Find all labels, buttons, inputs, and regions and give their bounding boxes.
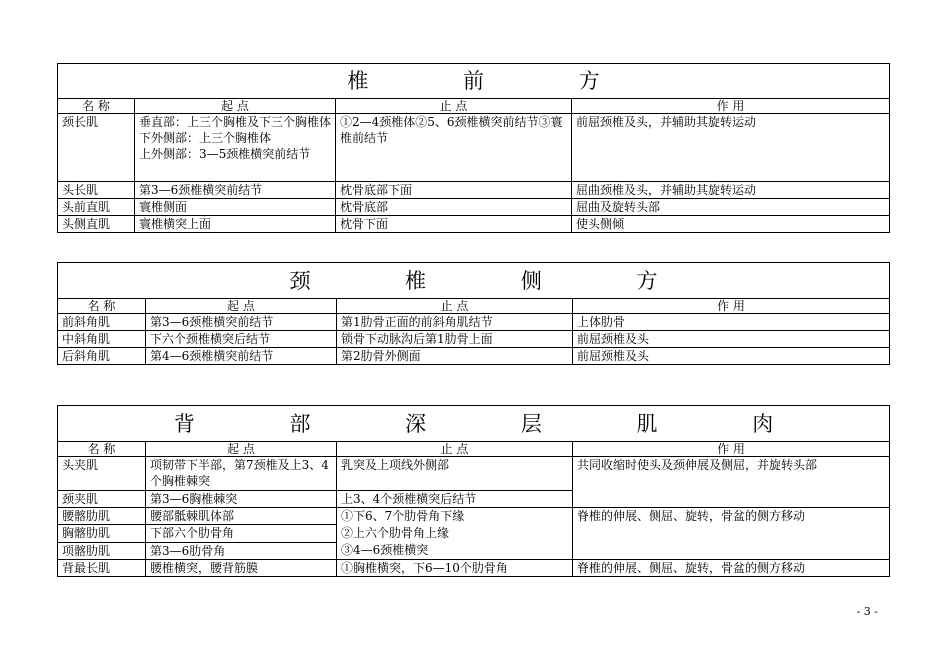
insertion-cell: 第2肋骨外侧面 [337, 348, 573, 365]
column-header: 名 称 [58, 299, 146, 314]
section-title: 颈 椎 侧 方 [58, 263, 890, 299]
page-number: - 3 - [856, 605, 878, 618]
origin-cell: 第4—6颈椎横突前结节 [146, 348, 337, 365]
insertion-cell: ①2—4颈椎体②5、6颈椎横突前结节③寰椎前结节 [336, 114, 572, 182]
origin-cell: 下部六个肋骨角 [146, 525, 337, 542]
muscle-name: 腰髂肋肌 [58, 508, 146, 525]
table-row [58, 199, 890, 216]
table-row [58, 348, 890, 365]
muscle-name: 前斜角肌 [58, 314, 146, 331]
action-cell: 前屈颈椎及头，并辅助其旋转运动 [572, 114, 890, 182]
table-lateral-cervical [57, 262, 890, 365]
muscle-name: 项髂肋肌 [58, 542, 146, 559]
action-cell: 脊椎的伸展、侧屈、旋转，骨盆的侧方移动 [573, 560, 890, 577]
table-row [58, 216, 890, 233]
column-header: 作 用 [572, 99, 890, 114]
action-cell: 上体肋骨 [573, 314, 890, 331]
column-header: 作 用 [573, 442, 890, 457]
insertion-cell: ①下6、7个肋骨角下缘 ②上六个肋骨角上缘 ③4—6颈椎横突 [337, 508, 573, 560]
action-cell: 前屈颈椎及头 [573, 348, 890, 365]
insertion-cell: 枕骨下面 [336, 216, 572, 233]
origin-cell: 腰椎横突，腰背筋膜 [146, 560, 337, 577]
section-title: 背 部 深 层 肌 肉 [58, 406, 890, 442]
muscle-name: 中斜角肌 [58, 331, 146, 348]
insertion-cell: ①胸椎横突，下6—10个肋骨角 [337, 560, 573, 577]
muscle-name: 胸髂肋肌 [58, 525, 146, 542]
action-cell: 共同收缩时使头及颈伸展及侧屈，并旋转头部 [573, 457, 890, 508]
table-prevertebral [57, 63, 890, 233]
column-header: 止 点 [336, 99, 572, 114]
origin-cell: 腰部骶棘肌体部 [146, 508, 337, 525]
action-cell: 屈曲及旋转头部 [572, 199, 890, 216]
muscle-name: 颈夹肌 [58, 491, 146, 508]
table-row [58, 457, 890, 491]
table-deep-back-muscles [57, 405, 890, 577]
insertion-cell: 乳突及上项线外侧部 [337, 457, 573, 491]
column-header: 起 点 [146, 442, 337, 457]
table-row [58, 114, 890, 182]
table-row [58, 182, 890, 199]
insertion-cell: 锁骨下动脉沟后第1肋骨上面 [337, 331, 573, 348]
column-header: 作 用 [573, 299, 890, 314]
origin-cell: 第3—6颈椎横突前结节 [146, 314, 337, 331]
action-cell: 屈曲颈椎及头，并辅助其旋转运动 [572, 182, 890, 199]
muscle-name: 后斜角肌 [58, 348, 146, 365]
action-cell: 使头侧倾 [572, 216, 890, 233]
column-header: 起 点 [135, 99, 336, 114]
origin-cell: 寰椎侧面 [135, 199, 336, 216]
origin-cell: 垂直部：上三个胸椎及下三个胸椎体 下外侧部：上三个胸椎体 上外侧部：3—5颈椎横突前结节 [135, 114, 336, 182]
table-row [58, 314, 890, 331]
origin-cell: 第3—6颈椎横突前结节 [135, 182, 336, 199]
column-header: 止 点 [337, 299, 573, 314]
action-cell: 前屈颈椎及头 [573, 331, 890, 348]
section-title: 椎 前 方 [58, 64, 890, 99]
muscle-name: 头侧直肌 [58, 216, 135, 233]
insertion-cell: 上3、4个颈椎横突后结节 [337, 491, 573, 508]
muscle-name: 头长肌 [58, 182, 135, 199]
action-cell: 脊椎的伸展、侧屈、旋转，骨盆的侧方移动 [573, 508, 890, 560]
column-header: 名 称 [58, 99, 135, 114]
muscle-name: 颈长肌 [58, 114, 135, 182]
origin-cell: 第3—6肋骨角 [146, 542, 337, 559]
muscle-name: 头前直肌 [58, 199, 135, 216]
table-row [58, 331, 890, 348]
column-header: 名 称 [58, 442, 146, 457]
insertion-cell: 第1肋骨正面的前斜角肌结节 [337, 314, 573, 331]
origin-cell: 寰椎横突上面 [135, 216, 336, 233]
origin-cell: 下六个颈椎横突后结节 [146, 331, 337, 348]
insertion-cell: 枕骨底部下面 [336, 182, 572, 199]
table-row [58, 508, 890, 525]
origin-cell: 第3—6胸椎棘突 [146, 491, 337, 508]
column-header: 止 点 [337, 442, 573, 457]
column-header: 起 点 [146, 299, 337, 314]
muscle-name: 背最长肌 [58, 560, 146, 577]
table-row [58, 560, 890, 577]
muscle-name: 头夹肌 [58, 457, 146, 491]
origin-cell: 项韧带下半部，第7颈椎及上3、4个胸椎棘突 [146, 457, 337, 491]
insertion-cell: 枕骨底部 [336, 199, 572, 216]
